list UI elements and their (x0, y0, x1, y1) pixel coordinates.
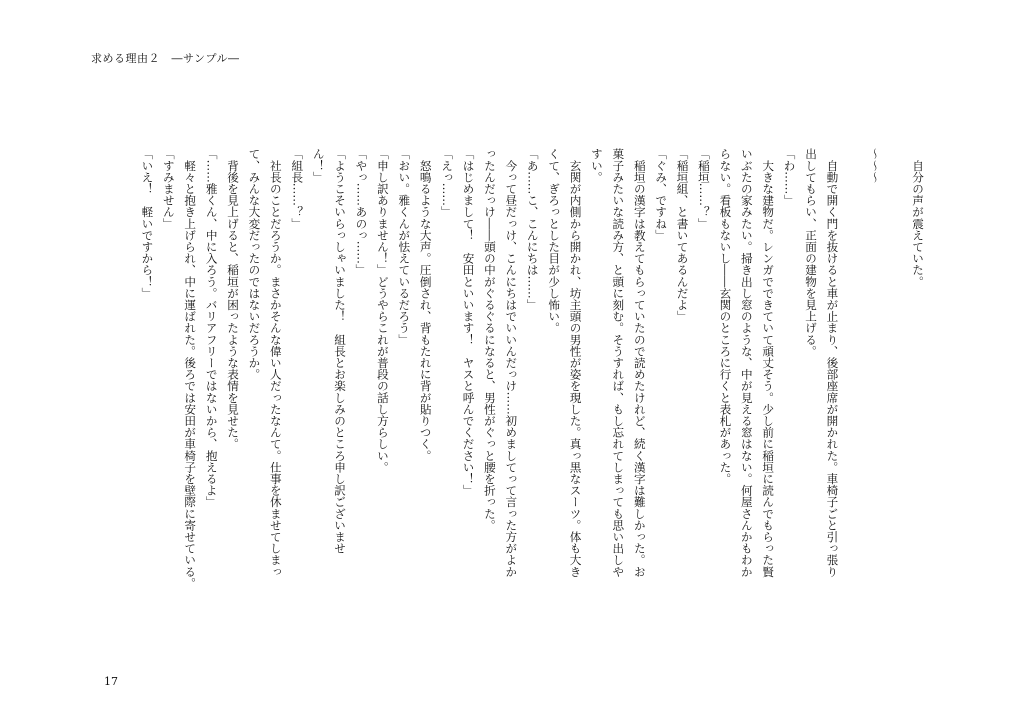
text-line: すい。 (589, 148, 604, 183)
text-line: 玄関が内側から開かれ、坊主頭の男性が姿を現した。真っ黒なスーツ。体も大き (568, 148, 583, 578)
text-line: 「わ……」 (782, 148, 797, 206)
text-line: 「いえ！ 軽いですから！」 (140, 148, 155, 299)
text-line: 「稲垣組、と書いてあるんだよ」 (675, 148, 690, 322)
text-line: 「組長……？」 (290, 148, 305, 230)
text-line: 「申し訳ありません！」どうやらこれが普段の話し方らしい。 (375, 148, 390, 473)
text-line: 背後を見上げると、稲垣が困ったような表情を見せた。 (226, 148, 241, 450)
text-line: 「はじめまして！ 安田といいます！ ヤスと呼んでください！」 (461, 148, 476, 496)
blank-line (885, 148, 906, 658)
text-line: 「ようこそいらっしゃいました！ 組長とお楽しみのところ申し訳ございませ (333, 148, 348, 554)
text-line: 「えっ……」 (440, 148, 455, 218)
running-header: 求める理由２ ―サンプル― (91, 52, 240, 65)
text-line: 怒鳴るような大声。圧倒され、背もたれに背が貼りつく。 (418, 148, 433, 462)
text-line: いぶたの家みたい。掃き出し窓のような、中が見える窓はない。何屋さんかもわか (739, 148, 754, 578)
text-line: て、みんな大変だったのではないだろうか。 (247, 148, 262, 380)
text-line: ったんだっけ――頭の中がぐるぐるになると、男性がぐっと腰を折った。 (482, 148, 497, 531)
text-line: らない。看板もないし――玄関のところに行くと表札があった。 (718, 148, 733, 485)
blank-line (842, 148, 863, 658)
text-line: 今って昼だっけ、こんにちはでいいんだっけ……初めましてって言った方がよか (504, 148, 519, 578)
text-line: 軽々と抱き上げられ、中に運ばれた。後ろでは安田が車椅子を壁際に寄せている。 (183, 148, 198, 589)
text-line: 「やっ……あのっ……」 (354, 148, 369, 276)
text-line: 「すみません」 (161, 148, 176, 230)
text-line: 自動で開く門を抜けると車が止まり、後部座席が開かれた。車椅子ごと引っ張り (825, 148, 840, 578)
text-line: 出してもらい、正面の建物を見上げる。 (804, 148, 818, 357)
text-line: 「おい。雅くんが怯えているだろう」 (397, 148, 412, 346)
text-line: 菓子みたいな読み方、と頭に刻む。そうすれば、もし忘れてしまっても思い出しや (611, 148, 626, 578)
text-line: 「稲垣……？」 (696, 148, 711, 230)
text-line: 社長のことだろうか。まさかそんな偉い人だったなんて。仕事を休ませてしまっ (268, 148, 283, 578)
text-line: くて、ぎろっとした目が少し怖い。 (547, 148, 562, 334)
text-line: 稲垣の漢字は教えてもらっていたので読めたけれど、続く漢字は難しかった。お (632, 148, 647, 578)
text-line: 「あ……こ、こんにちは……」 (525, 148, 540, 311)
text-line: 自分の声が震えていた。 (911, 148, 925, 288)
body-text (138, 148, 928, 658)
text-line: 「ぐみ、ですね」 (654, 148, 669, 241)
text-line: 大きな建物だ。レンガでできていて頑丈そう。少し前に稲垣に読んでもらった賢 (761, 148, 776, 578)
page-number: 17 (104, 675, 118, 688)
text-line: ん！」 (311, 148, 326, 183)
text-line: 「……雅くん、中に入ろう。バリアフリーではないから、抱えるよ」 (204, 148, 219, 508)
text-line: 〜〜〜 (868, 148, 883, 183)
